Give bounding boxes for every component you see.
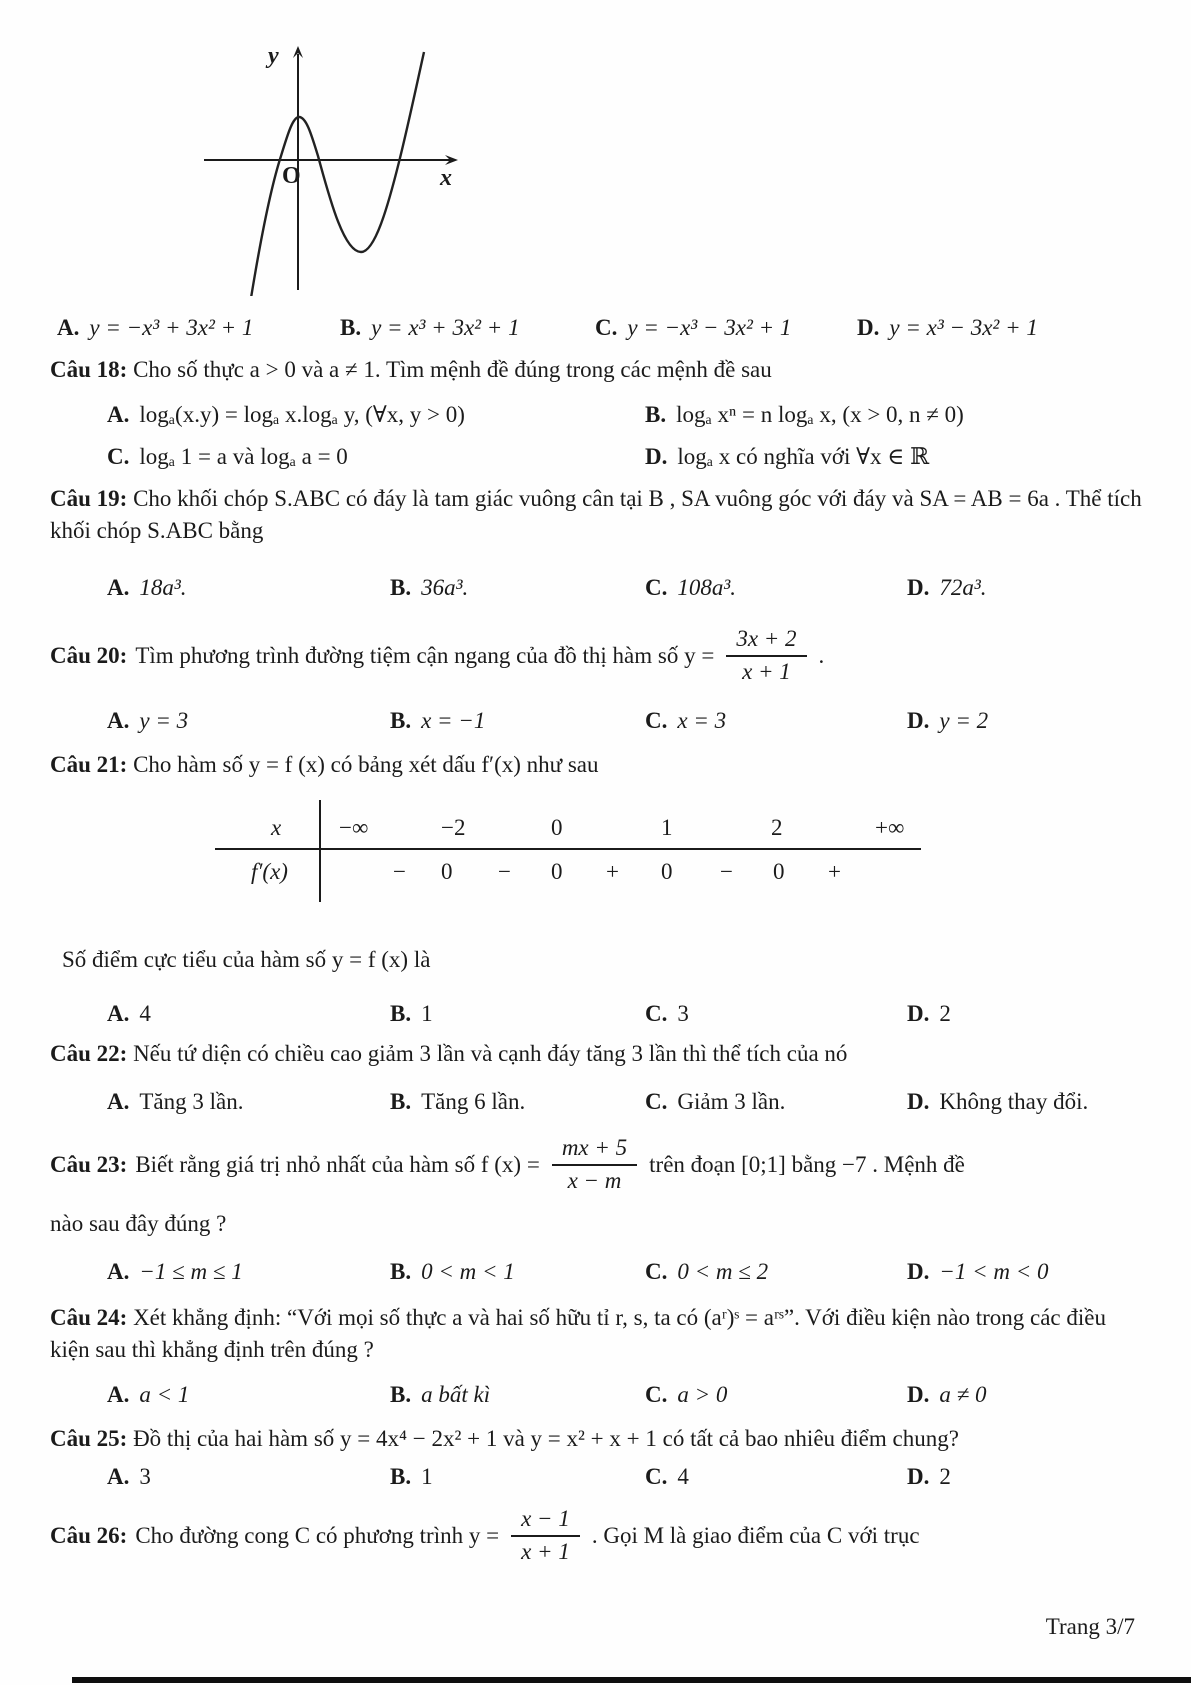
option-d — [907, 998, 1145, 1030]
option-b — [645, 399, 1145, 431]
table-x-header: x — [271, 815, 282, 841]
option-d — [907, 1379, 1145, 1411]
option-text: x = −1 — [421, 708, 486, 734]
question-25-text: Câu 25: Đồ thị của hai hàm số y = 4x⁴ − 2x² + 1 và y = x² + x + 1 có tất cả bao nhiêu điểm chung? — [50, 1425, 959, 1451]
table-x-value: +∞ — [875, 815, 905, 841]
option-key: C. — [645, 708, 668, 734]
question-19-label: Câu 19: — [50, 485, 128, 511]
question-18-text: Câu 18: Cho số thực a > 0 và a ≠ 1. Tìm mệnh đề đúng trong các mệnh đề sau — [50, 356, 772, 382]
table-vertical-rule — [319, 800, 321, 902]
option-c — [645, 1379, 907, 1411]
question-21-label: Câu 21: — [50, 751, 128, 777]
option-text: 4 — [139, 1001, 151, 1027]
option-text: a < 1 — [139, 1382, 190, 1408]
question-19 — [50, 483, 1145, 604]
table-x-value: −2 — [441, 815, 466, 841]
option-d — [857, 312, 1191, 344]
option-d — [907, 1086, 1145, 1118]
option-c — [107, 441, 645, 473]
table-x-value: −∞ — [339, 815, 369, 841]
option-a — [107, 399, 645, 431]
option-text: Tăng 3 lần. — [139, 1088, 244, 1114]
option-key: A. — [57, 315, 80, 340]
option-key: C. — [595, 315, 618, 340]
option-key: B. — [340, 315, 362, 340]
option-b — [340, 312, 595, 344]
table-sign: 0 — [441, 859, 453, 885]
option-text: 1 — [421, 1001, 433, 1027]
option-a — [57, 312, 340, 344]
option-text: y = −x³ − 3x² + 1 — [627, 315, 792, 340]
table-x-value: 1 — [661, 815, 673, 841]
option-key: A. — [107, 1382, 130, 1408]
option-text: 36a³. — [421, 575, 469, 601]
y-axis-label: y — [268, 43, 279, 69]
option-text: 4 — [677, 1463, 689, 1489]
question-20-text: Câu 20: Tìm phương trình đường tiệm cận ngang của đồ thị hàm số y = $\frac{3x + 2}{x + 1}$ . — [50, 626, 825, 684]
question-22-options — [107, 1086, 1145, 1118]
cubic-graph-figure — [198, 38, 488, 296]
option-text: logₐ(x.y) = logₐ x.logₐ y, (∀x, y > 0) — [139, 402, 465, 428]
option-key: C. — [645, 1001, 668, 1027]
option-text: 0 < m < 1 — [421, 1259, 515, 1285]
table-sign: 0 — [661, 859, 673, 885]
origin-label: O — [282, 163, 301, 189]
question-26-label: Câu 26: — [50, 1523, 128, 1548]
table-sign: − — [498, 859, 511, 885]
page-number: Trang 3/7 — [1045, 1614, 1135, 1640]
question-21 — [50, 749, 1145, 1030]
option-text: 2 — [939, 1463, 951, 1489]
option-c — [645, 705, 907, 737]
question-21-text: Câu 21: Cho hàm số y = f (x) có bảng xét dấu f′(x) như sau — [50, 751, 599, 777]
option-text: 1 — [421, 1463, 433, 1489]
option-key: D. — [907, 708, 930, 734]
option-c — [645, 1086, 907, 1118]
option-a — [107, 1256, 390, 1288]
option-b — [390, 1379, 645, 1411]
option-a — [107, 1379, 390, 1411]
question-19-text: Câu 19: Cho khối chóp S.ABC có đáy là tam giác vuông cân tại B , SA vuông góc với đáy và SA = AB = 6a . Thể tích khối chóp S.ABC bằng — [50, 485, 1142, 543]
option-key: C. — [645, 575, 668, 601]
option-key: D. — [857, 315, 880, 340]
option-key: A. — [107, 402, 130, 428]
table-sign: − — [393, 859, 406, 885]
option-d — [907, 1256, 1145, 1288]
option-key: B. — [390, 1382, 412, 1408]
option-text: 3 — [139, 1463, 151, 1489]
option-key: C. — [645, 1463, 668, 1489]
option-d — [907, 705, 1145, 737]
option-text: logₐ xⁿ = n logₐ x, (x > 0, n ≠ 0) — [676, 402, 964, 428]
option-key: B. — [390, 1259, 412, 1285]
question-22 — [50, 1038, 1145, 1117]
option-key: A. — [107, 708, 130, 734]
option-key: B. — [390, 1088, 412, 1114]
table-sign: 0 — [551, 859, 563, 885]
option-key: A. — [107, 1259, 130, 1285]
option-b — [390, 705, 645, 737]
option-a — [107, 1086, 390, 1118]
option-d — [907, 572, 1145, 604]
option-key: A. — [107, 1088, 130, 1114]
option-key: A. — [107, 1463, 130, 1489]
option-c — [645, 572, 907, 604]
question-23-options — [107, 1256, 1145, 1288]
option-text: logₐ x có nghĩa với ∀x ∈ ℝ — [677, 444, 930, 470]
option-text: y = x³ + 3x² + 1 — [371, 315, 520, 340]
fraction: $\frac{x - 1}{x + 1}$ — [511, 1506, 580, 1565]
option-text: Tăng 6 lần. — [421, 1088, 526, 1114]
option-text: Không thay đổi. — [939, 1088, 1089, 1114]
table-fx-header: f′(x) — [251, 859, 288, 885]
option-a — [107, 1461, 390, 1493]
fraction: $\frac{3x + 2}{x + 1}$ — [726, 626, 806, 685]
question-18-label: Câu 18: — [50, 356, 128, 382]
option-text: y = 2 — [939, 708, 989, 734]
option-key: A. — [107, 575, 130, 601]
question-23-text-line2: nào sau đây đúng ? — [50, 1211, 227, 1237]
question-24 — [50, 1302, 1145, 1411]
option-text: y = −x³ + 3x² + 1 — [89, 315, 254, 340]
option-key: C. — [645, 1088, 668, 1114]
option-key: D. — [907, 1088, 930, 1114]
question-19-options — [107, 572, 1145, 604]
question-24-label: Câu 24: — [50, 1304, 128, 1330]
option-text: y = x³ − 3x² + 1 — [889, 315, 1038, 340]
option-a — [107, 572, 390, 604]
table-sign: 0 — [773, 859, 785, 885]
option-key: D. — [907, 1463, 930, 1489]
question-20-label: Câu 20: — [50, 642, 128, 668]
option-text: −1 ≤ m ≤ 1 — [139, 1259, 243, 1285]
option-text: x = 3 — [677, 708, 727, 734]
option-text: 108a³. — [677, 575, 737, 601]
option-text: 18a³. — [139, 575, 187, 601]
table-sign: − — [720, 859, 733, 885]
option-text: 72a³. — [939, 575, 987, 601]
question-26 — [50, 1506, 1145, 1565]
option-key: D. — [907, 1259, 930, 1285]
option-c — [645, 998, 907, 1030]
option-a — [107, 705, 390, 737]
question-24-text: Câu 24: Xét khẳng định: “Với mọi số thực a và hai số hữu tỉ r, s, ta có (aʳ)ˢ = aʳˢ”. Với điều kiện nào trong các điều kiện sau thì khẳng định trên đúng ? — [50, 1304, 1106, 1362]
fraction: $\frac{mx + 5}{x - m}$ — [552, 1135, 637, 1194]
table-sign: + — [606, 859, 619, 885]
cubic-curve — [251, 52, 424, 296]
question-22-label: Câu 22: — [50, 1040, 128, 1066]
question-25-label: Câu 25: — [50, 1425, 128, 1451]
option-text: logₐ 1 = a và logₐ a = 0 — [139, 444, 348, 470]
question-26-text: Câu 26: Cho đường cong C có phương trình y = $\frac{x - 1}{x + 1}$ . Gọi M là giao điểm của C với trục — [50, 1506, 920, 1564]
question-22-text: Câu 22: Nếu tứ diện có chiều cao giảm 3 lần và cạnh đáy tăng 3 lần thì thể tích của nó — [50, 1040, 848, 1066]
question-21-options — [107, 998, 1145, 1030]
option-c — [595, 312, 857, 344]
option-key: D. — [907, 1382, 930, 1408]
question-23-text: Câu 23: Biết rằng giá trị nhỏ nhất của hàm số f (x) = $\frac{mx + 5}{x - m}$ trên đoạn [0;1] bằng −7 . Mệnh đề — [50, 1135, 965, 1193]
option-key: D. — [907, 575, 930, 601]
option-b — [390, 1461, 645, 1493]
option-text: a > 0 — [677, 1382, 728, 1408]
option-c — [645, 1461, 907, 1493]
question-17-options — [57, 312, 1191, 344]
option-key: C. — [645, 1259, 668, 1285]
sign-table — [215, 806, 921, 902]
option-b — [390, 1086, 645, 1118]
x-axis-label: x — [440, 165, 452, 191]
table-sign: + — [828, 859, 841, 885]
option-b — [390, 1256, 645, 1288]
option-c — [645, 1256, 907, 1288]
option-text: −1 < m < 0 — [939, 1259, 1049, 1285]
option-key: A. — [107, 1001, 130, 1027]
table-x-value: 0 — [551, 815, 563, 841]
option-key: B. — [390, 1463, 412, 1489]
option-key: C. — [107, 444, 130, 470]
question-21-subtext: Số điểm cực tiểu của hàm số y = f (x) là — [62, 947, 431, 973]
option-text: 0 < m ≤ 2 — [677, 1259, 769, 1285]
question-18-options — [107, 399, 1145, 472]
table-x-value: 2 — [771, 815, 783, 841]
option-a — [107, 998, 390, 1030]
option-text: a bất kì — [421, 1382, 491, 1408]
option-d — [907, 1461, 1145, 1493]
question-23-label: Câu 23: — [50, 1151, 128, 1177]
option-b — [390, 998, 645, 1030]
option-key: B. — [645, 402, 667, 428]
option-b — [390, 572, 645, 604]
question-20 — [50, 626, 1145, 737]
question-25-options — [107, 1461, 1145, 1493]
option-key: B. — [390, 1001, 412, 1027]
option-key: B. — [390, 708, 412, 734]
option-text: 2 — [939, 1001, 951, 1027]
scan-edge-bar — [72, 1677, 1191, 1683]
option-text: y = 3 — [139, 708, 189, 734]
option-key: D. — [907, 1001, 930, 1027]
question-20-options — [107, 705, 1145, 737]
question-24-options — [107, 1379, 1145, 1411]
question-18 — [50, 354, 1145, 473]
option-text: 3 — [677, 1001, 689, 1027]
question-23 — [50, 1135, 1145, 1287]
option-key: D. — [645, 444, 668, 470]
table-horizontal-rule — [215, 848, 921, 850]
question-25 — [50, 1423, 1145, 1492]
option-text: a ≠ 0 — [939, 1382, 987, 1408]
option-key: B. — [390, 575, 412, 601]
option-key: C. — [645, 1382, 668, 1408]
option-text: Giảm 3 lần. — [677, 1088, 786, 1114]
option-d — [645, 441, 1145, 473]
